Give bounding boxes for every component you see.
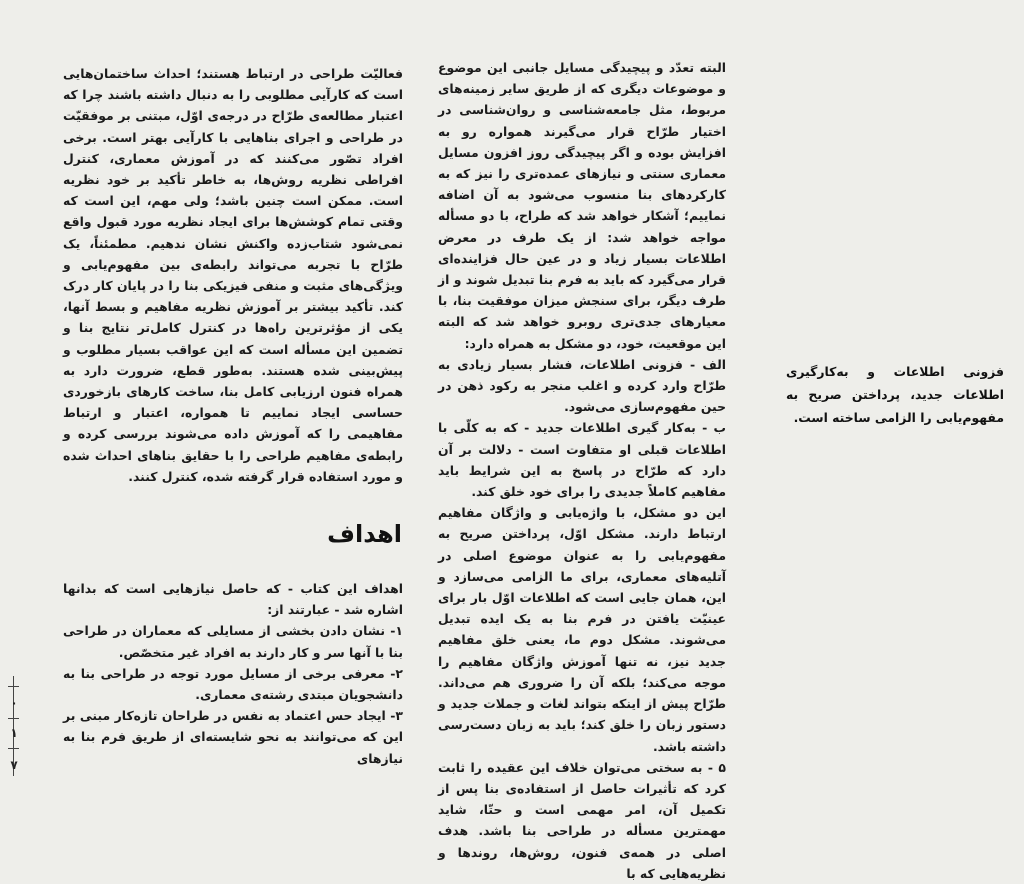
list-item: ۱- نشان دادن بخشی از مسایلی که معماران در طراحی بنا با آنها سر و کار دارند به افراد غیر متخصّص. bbox=[63, 623, 403, 660]
sidebar-pull-quote: فزونی اطلاعات و به‌کارگیری اطلاعات جدید، پرداختن صریح به مفهوم‌یابی را الزامی ساخته است. bbox=[786, 364, 1004, 425]
page-number-digit: ۷ bbox=[10, 758, 18, 772]
page-marker-tick bbox=[8, 718, 19, 719]
body-column-left-lower bbox=[63, 578, 403, 769]
paragraph: ب - به‌کار گیری اطلاعات جدید - که به کلّی با اطلاعات قبلی او متفاوت است - دلالت بر آن دارد که طرّاح در پاسخ به این شرایط باید مفاهیم کاملاً جدیدی را برای خود خلق کند. bbox=[438, 420, 726, 500]
page-number-marker bbox=[0, 676, 28, 786]
paragraph: اهداف این کتاب - که حاصل نیازهایی است که بدانها اشاره شد - عبارتند از: bbox=[63, 581, 403, 618]
paragraph: فعالیّت طراحی در ارتباط هستند؛ احداث ساختمان‌هایی است که کارآیی مطلوبی را به دنبال داشته باشند چرا که اعتبار مطالعه‌ی طرّاح در درجه‌ی اوّل، مبتنی بر موفقیّت در طراحی و اجرای بناهایی با کارآیی بهتر است. برخی افراد تصّور می‌کنند که در آموزش معماری، کنترل افراطی نظریه روش‌ها، به خاطر تأکید بر خود نظریه است. ممکن است چنین باشد؛ ولی مهم، این است که وقتی تمام کوشش‌ها برای ایجاد نظریه مورد قبول واقع نمی‌شود شتاب‌زده واکنش نشان ندهیم. مطمئناً، یک طرّاح با تجربه می‌تواند رابطه‌ی بین مفهوم‌یابی و ویژگی‌های مثبت و منفی فیزیکی بنا را در پایان کار درک کند. تأکید بیشتر بر آموزش نظریه مفاهیم و بسط آنها، یکی از مؤثرترین راه‌ها در کنترل کامل‌تر نتایج بنا و تضمین این مسأله است که این عواقب بسیار مطلوب و پیش‌بینی شده هستند. به‌طور قطع، ضرورت دارد به همراه فنون ارزیابی کامل بنا، ساخت کارهای بازخوردی حساسی ایجاد نماییم تا همواره، اعتبار و ارتباط مفاهیمی را که آموزش داده می‌شوند بررسی کرده و رابطه‌ی مفاهیم طراحی را با حقایق بناهای احداث شده و مورد استفاده قرار گرفته شده، کنترل کنند. bbox=[63, 66, 403, 484]
list-item: ۲- معرفی برخی از مسایل مورد توجه در طراحی بنا به دانشجویان مبتدی رشته‌ی معماری. bbox=[63, 665, 403, 703]
paragraph: الف - فزونی اطلاعات، فشار بسیار زیادی به طرّاح وارد کرده و اغلب منجر به رکود ذهن در حین مفهوم‌سازی می‌شود. bbox=[438, 356, 726, 415]
paragraph: ۵ - به سختی می‌توان خلاف این عقیده را ثابت کرد که تأثیرات حاصل از استفاده‌ی بنا پس از تکمیل آن، امر مهمی است و حتّا، شاید مهمترین مسأله در طراحی بنا باشد. هدف اصلی در همه‌ی فنون، روش‌ها، روندها و نظریه‌هایی که با bbox=[438, 759, 726, 881]
section-heading: اهداف bbox=[327, 520, 402, 548]
paragraph: این دو مشکل، با واژه‌یابی و واژگان مفاهیم ارتباط دارند. مشکل اوّل، پرداختن صریح به مفهوم‌یابی را به عنوان موضوع اصلی در آتلیه‌های معماری، برای ما الزامی می‌سازد و این، همان جایی است که اطلاعات اوّل بار برای عینیّت یافتن در فرم بنا به یک ایده تبدیل می‌شوند. مشکل دوم ما، یعنی خلق مفاهیم جدید نیز، نه تنها آموزش واژگان مفاهیم را موجه می‌کند؛ بلکه آن را ضروری هم می‌داند. طرّاح پیش از اینکه بتواند لغات و جملات جدید و دستور زبان را خلق کند؛ باید به زبان دست‌رسی داشته باشد. bbox=[438, 505, 726, 754]
list-item: ۳- ایجاد حس اعتماد به نفس در طراحان تازه‌کار مبنی بر این که می‌توانند به نحو شایسته‌ای از طریق فرم بنا به نیازهای bbox=[63, 708, 403, 766]
page-number-digit: ۰ bbox=[10, 696, 18, 710]
body-column-middle bbox=[438, 57, 726, 884]
page-marker-tick bbox=[8, 748, 19, 749]
paragraph: البته تعدّد و پیچیدگی مسایل جانبی این موضوع و موضوعات دیگری که از طریق سایر زمینه‌های مربوط، مثل جامعه‌شناسی و روان‌شناسی در اختیار طرّاح قرار می‌گیرند همواره رو به افزایش بوده و اگر پیچیدگی روز افزون مسایل معماری سنتی و نیازهای عمده‌تری را نیز که به کارکردهای بنا منسوب می‌شود به آن اضافه نماییم؛ آشکار خواهد شد که طراح، با دو مسأله مواجه خواهد شد: از یک طرف در معرض اطلاعات بسیار زیاد و در عین حال فزاینده‌ای قرار می‌گیرد که باید به فرم بنا تبدیل شوند و از طرف دیگر، برای سنجش میزان موفقیت بنا، با معیارهای جدی‌تری روبرو خواهد شد که البته این موقعیت، خود، دو مشکل به همراه دارد: bbox=[438, 60, 726, 351]
page-marker-tick bbox=[8, 686, 19, 687]
body-column-left bbox=[63, 63, 403, 487]
page-number-digit: ۱ bbox=[10, 726, 18, 740]
